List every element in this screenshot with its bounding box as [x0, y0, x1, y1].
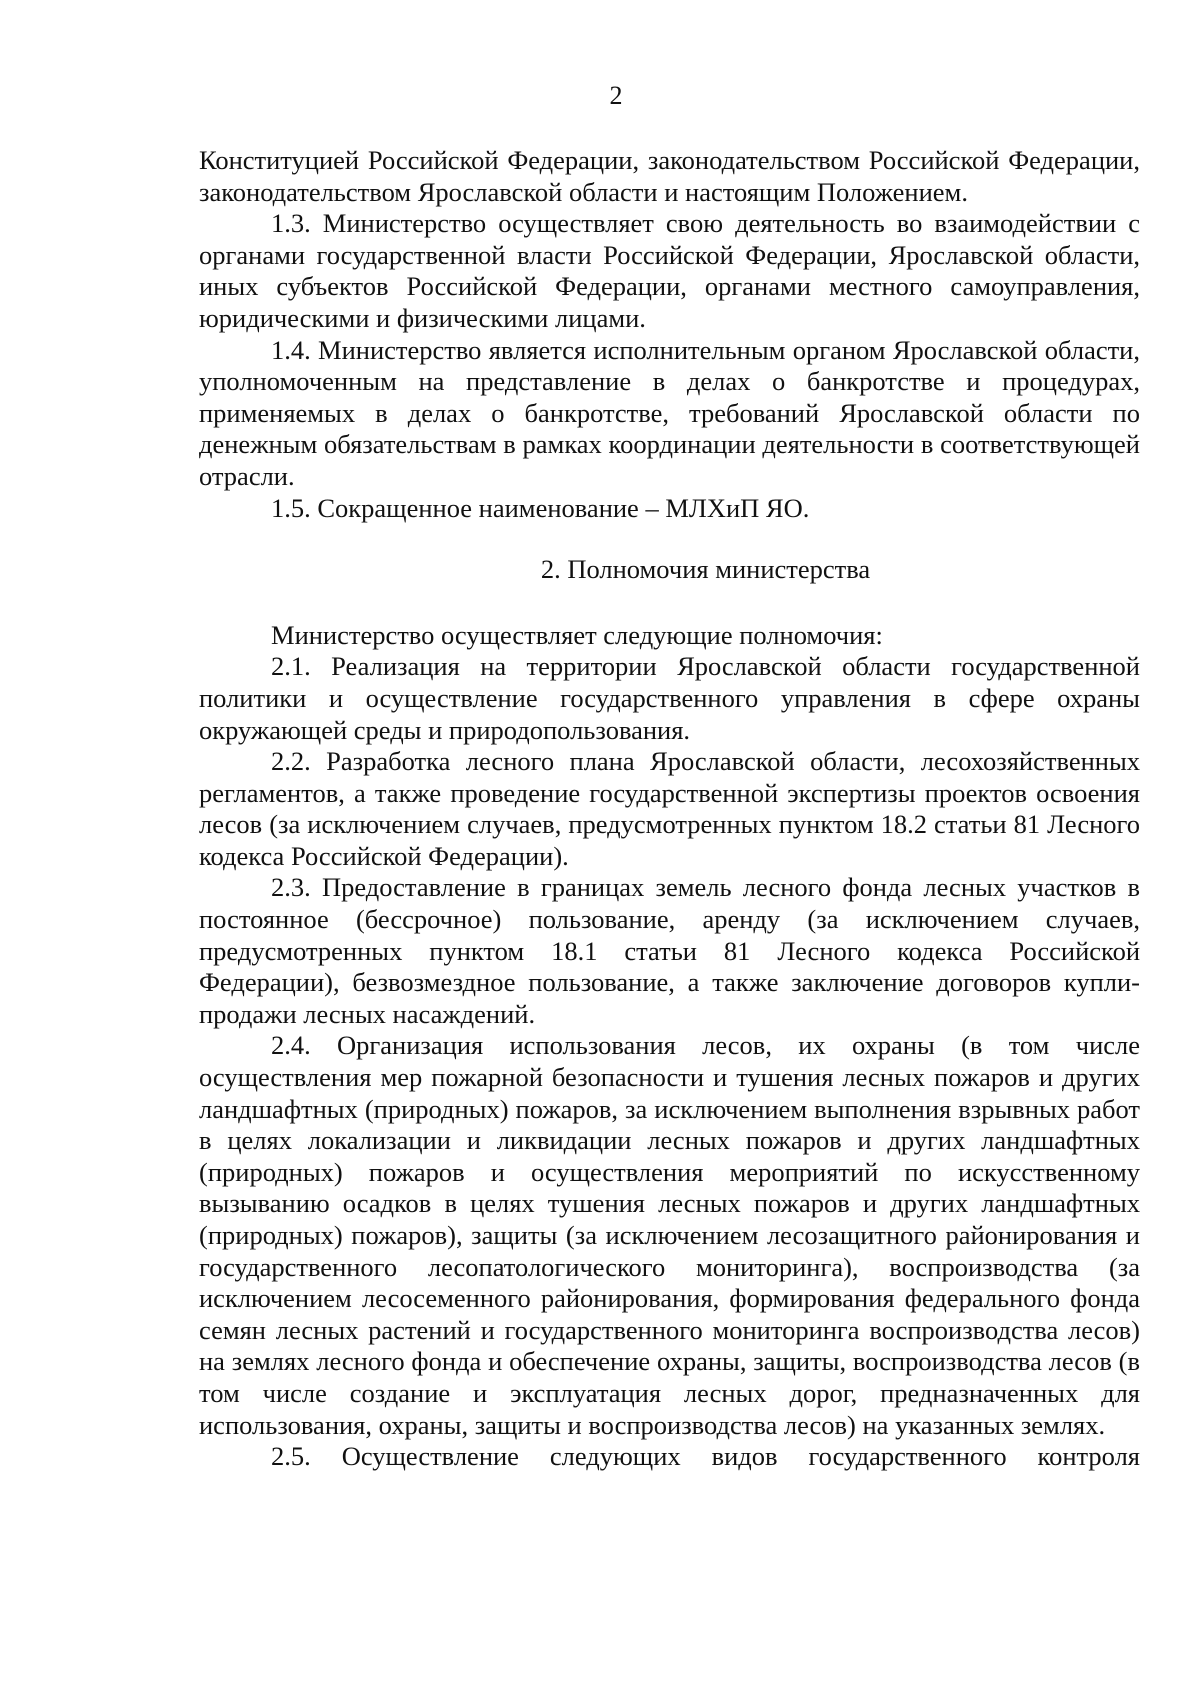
page-number: 2 [609, 81, 623, 110]
paragraph-2-1: 2.1. Реализация на территории Ярославской области государственной политики и осуществление государственного управления в сфере охраны окружающей среды и природопользования. [199, 651, 1140, 745]
document-body [199, 145, 1140, 1473]
paragraph-1-5: 1.5. Сокращенное наименование – МЛХиП ЯО. [271, 492, 810, 523]
paragraph-1-3: 1.3. Министерство осуществляет свою деятельность во взаимодействии с органами государственной власти Российской Федерации, Ярославской области, иных субъектов Российской Федерации, органами местного самоуправления, юридическими и физическими лицами. [199, 208, 1140, 333]
paragraph-1-4: 1.4. Министерство является исполнительным органом Ярославской области, уполномоченным на представление в делах о банкротстве и процедурах, применяемых в делах о банкротстве, требований Ярославской области по денежным обязательствам в рамках координации деятельности в соответствующей отрасли. [199, 334, 1140, 491]
section-heading: 2. Полномочия министерства [540, 554, 871, 585]
paragraph-2-2: 2.2. Разработка лесного плана Ярославской области, лесохозяйственных регламентов, а также проведение государственной экспертизы проектов освоения лесов (за исключением случаев, предусмотренных пунктом 18.2 статьи 81 Лесного кодекса Российской Федерации). [199, 746, 1140, 871]
paragraph-constitution-continuation: Конституцией Российской Федерации, законодательством Российской Федерации, законодательством Ярославской области и настоящим Положением. [199, 145, 1140, 207]
paragraph-2-3: 2.3. Предоставление в границах земель лесного фонда лесных участков в постоянное (бессрочное) пользование, аренду (за исключением случаев, предусмотренных пунктом 18.1 статьи 81 Лесного кодекса Российской Федерации), безвозмездное пользование, а также заключение договоров купли-продажи лесных насаждений. [199, 872, 1140, 1029]
paragraph-2-5: 2.5. Осуществление следующих видов государственного контроля [271, 1441, 1140, 1472]
paragraph-2-4: 2.4. Организация использования лесов, их охраны (в том числе осуществления мер пожарной безопасности и тушения лесных пожаров и других ландшафтных (природных) пожаров, за исключением выполнения взрывных работ в целях локализации и ликвидации лесных пожаров и других ландшафтных (природных) пожаров и осуществления мероприятий по искусственному вызыванию осадков в целях тушения лесных пожаров и других ландшафтных (природных) пожаров), защиты (за исключением лесозащитного районирования и государственного лесопатологического мониторинга), воспроизводства (за исключением лесосеменного районирования, формирования федерального фонда семян лесных растений и государственного мониторинга воспроизводства лесов) на землях лесного фонда и обеспечение охраны, защиты, воспроизводства лесов (в том числе создание и эксплуатация лесных дорог, предназначенных для использования, охраны, защиты и воспроизводства лесов) на указанных землях. [199, 1030, 1140, 1440]
paragraph-powers-intro: Министерство осуществляет следующие полномочия: [271, 619, 883, 650]
